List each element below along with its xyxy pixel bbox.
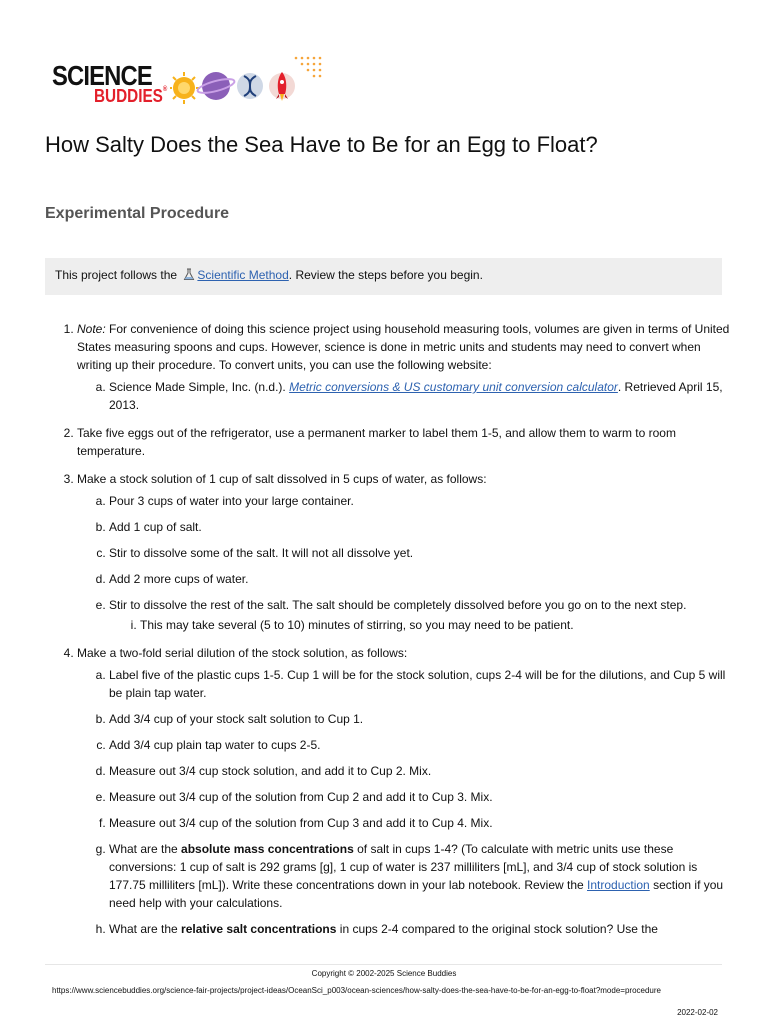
print-date: 2022-02-02	[677, 1008, 718, 1017]
procedure-list-container	[45, 320, 735, 948]
callout-suffix: . Review the steps before you begin.	[288, 268, 483, 282]
step-3-text: Make a stock solution of 1 cup of salt dissolved in 5 cups of water, as follows:	[77, 472, 487, 486]
dna-icon	[237, 73, 263, 99]
logo-word-buddies: BUDDIES®	[94, 86, 168, 106]
step-3d: d. Add 2 more cups of water.	[109, 570, 735, 588]
step-4c: c. Add 3/4 cup plain tap water to cups 2-5.	[109, 736, 735, 754]
step-4d: d. Measure out 3/4 cup stock solution, and add it to Cup 2. Mix.	[109, 762, 735, 780]
step-3e: e. Stir to dissolve the rest of the salt. The salt should be completely dissolved before you go on to the next step. i. This may take several (5 to 10) minutes of stirring, so you may need to be patient.	[109, 596, 735, 634]
step-3c: c. Stir to dissolve some of the salt. It will not all dissolve yet.	[109, 544, 735, 562]
rocket-icon	[269, 72, 295, 101]
step-4f: f. Measure out 3/4 cup of the solution from Cup 3 and add it to Cup 4. Mix.	[109, 814, 735, 832]
science-buddies-logo[interactable]	[52, 52, 332, 112]
step-4g: g. What are the absolute mass concentrations of salt in cups 1-4? (To calculate with metric units use these conversions: 1 cup of salt is 292 grams [g], 1 cup of water is 237 milliliters [mL], and 3/4 cup of stock solution is 177.75 milliliters [mL]). Write these concentrations down in your lab notebook. Review the Introduction section if you need help with your calculations.	[109, 840, 735, 912]
step-3e-i: i. This may take several (5 to 10) minutes of stirring, so you may need to be patient.	[140, 616, 735, 634]
step-1a: a. Science Made Simple, Inc. (n.d.). Metric conversions & US customary unit conversion calculator. Retrieved April 15, 2013.	[109, 378, 735, 414]
step-4b: b. Add 3/4 cup of your stock salt solution to Cup 1.	[109, 710, 735, 728]
logo-science-icons	[170, 54, 330, 110]
flask-icon	[183, 268, 195, 281]
introduction-link[interactable]: Introduction	[587, 878, 650, 892]
page-url[interactable]: https://www.sciencebuddies.org/science-fair-projects/project-ideas/OceanSci_p003/ocean-sciences/how-salty-does-the-sea-have-to-be-for-an-egg-to-float?mode=procedure	[52, 986, 661, 995]
planet-icon	[196, 72, 235, 100]
step-3b: b. Add 1 cup of salt.	[109, 518, 735, 536]
step-4a: a. Label five of the plastic cups 1-5. Cup 1 will be for the stock solution, cups 2-4 will be for the dilutions, and Cup 5 will be plain tap water.	[109, 666, 735, 702]
metric-conversions-link[interactable]: Metric conversions & US customary unit conversion calculator	[289, 380, 618, 394]
step-4e: e. Measure out 3/4 cup of the solution from Cup 2 and add it to Cup 3. Mix.	[109, 788, 735, 806]
page-title: How Salty Does the Sea Have to Be for an Egg to Float?	[45, 132, 598, 157]
callout-prefix: This project follows the	[55, 268, 178, 282]
footer-divider	[45, 964, 722, 965]
step-3a: a. Pour 3 cups of water into your large container.	[109, 492, 735, 510]
procedure-steps	[45, 320, 735, 938]
step-1	[77, 320, 735, 414]
step-4	[77, 644, 735, 938]
sun-icon	[170, 72, 200, 104]
scientific-method-callout	[45, 258, 722, 295]
copyright-text: Copyright © 2002-2025 Science Buddies	[311, 969, 457, 978]
logo-word-science: SCIENCE	[52, 60, 152, 91]
step-2: 2. Take five eggs out of the refrigerator, use a permanent marker to label them 1-5, and allow them to warm to room temperature.	[77, 424, 735, 460]
step-1-text: Note: For convenience of doing this science project using household measuring tools, volumes are given in terms of United States measuring spoons and cups. However, science is done in metric units and students may need to convert when writing up their procedure. To convert units, you can use the following website:	[77, 322, 730, 372]
step-4h: h. What are the relative salt concentrations in cups 2-4 compared to the original stock solution? Use the	[109, 920, 735, 938]
step-4-text: Make a two-fold serial dilution of the stock solution, as follows:	[77, 646, 408, 660]
step-3	[77, 470, 735, 634]
scientific-method-link[interactable]: Scientific Method	[197, 268, 289, 282]
section-heading: Experimental Procedure	[45, 205, 230, 222]
